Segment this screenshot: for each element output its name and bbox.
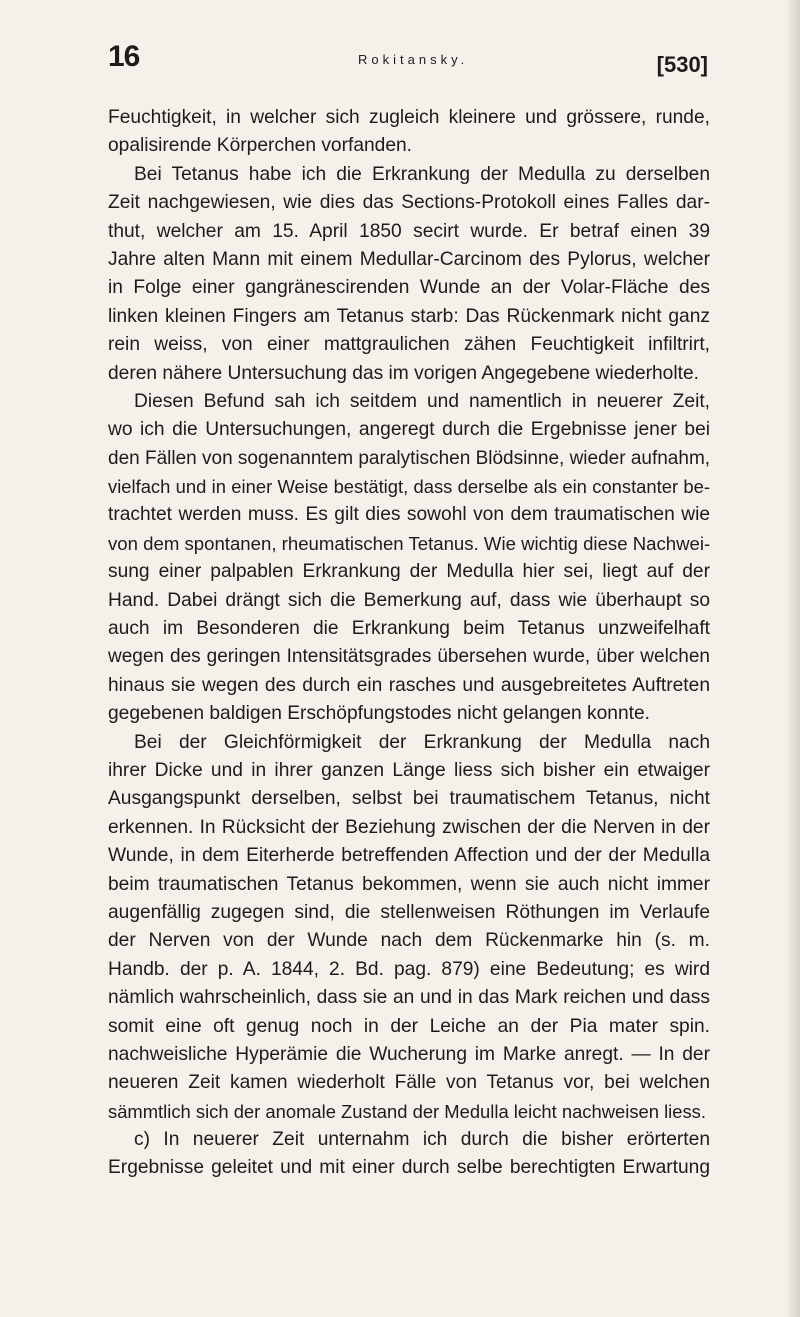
text-line: somit eine oft genug noch in der Leiche an der Pia mater spin.: [108, 1015, 710, 1037]
text-line: Handb. der p. A. 1844, 2. Bd. pag. 879) eine Bedeutung; es wird: [108, 958, 710, 980]
page-header: [108, 40, 708, 100]
text-line: Ergebnisse geleitet und mit einer durch selbe berechtigten Erwartung: [108, 1157, 710, 1179]
text-line: gegebenen baldigen Erschöpfungstodes nicht gelangen konnte.: [108, 703, 650, 725]
running-head: Rokitansky.: [358, 52, 469, 67]
text-line: beim traumatischen Tetanus bekommen, wenn sie auch nicht immer: [108, 873, 710, 895]
text-line: wo ich die Untersuchungen, angeregt durch die Ergebnisse jener bei: [108, 419, 710, 441]
text-line: hinaus sie wegen des durch ein rasches und ausgebreitetes Auftreten: [108, 674, 710, 696]
page-number: 16: [108, 40, 140, 73]
text-line: neueren Zeit kamen wiederholt Fälle von Tetanus vor, bei welchen: [108, 1072, 710, 1094]
text-line: in Folge einer gangränescirenden Wunde an der Volar-Fläche des: [108, 277, 710, 299]
text-line: c) In neuerer Zeit unternahm ich durch die bisher erörterten: [134, 1129, 710, 1151]
text-line: vielfach und in einer Weise bestätigt, dass derselbe als ein constanter be-: [108, 476, 710, 498]
text-line: rein weiss, von einer mattgraulichen zähen Feuchtigkeit infiltrirt,: [108, 334, 710, 356]
text-line: Feuchtigkeit, in welcher sich zugleich kleinere und grössere, runde,: [108, 107, 710, 128]
text-line: Ausgangspunkt derselben, selbst bei traumatischem Tetanus, nicht: [108, 788, 710, 810]
text-line: augenfällig zugegen sind, die stellenweisen Röthungen im Verlaufe: [108, 901, 710, 923]
page-reference: [530]: [656, 52, 708, 77]
text-line: nachweisliche Hyperämie die Wucherung im Marke anregt. — In der: [108, 1043, 710, 1065]
text-line: auch im Besonderen die Erkrankung beim Tetanus unzweifelhaft: [108, 618, 710, 640]
text-line: Jahre alten Mann mit einem Medullar-Carcinom des Pylorus, welcher: [108, 248, 710, 270]
text-line: trachtet werden muss. Es gilt dies sowohl von dem traumatischen wie: [108, 504, 710, 526]
text-line: opalisirende Körperchen vorfanden.: [108, 135, 413, 157]
text-line: Diesen Befund sah ich seitdem und namentlich in neuerer Zeit,: [134, 390, 710, 412]
text-line: von dem spontanen, rheumatischen Tetanus. Wie wichtig diese Nachwei-: [108, 532, 711, 554]
text-line: ihrer Dicke und in ihrer ganzen Länge liess sich bisher ein etwaiger: [108, 759, 710, 781]
text-line: Bei Tetanus habe ich die Erkrankung der Medulla zu derselben: [134, 163, 710, 185]
body-text: [108, 104, 710, 1183]
text-line: Bei der Gleichförmigkeit der Erkrankung der Medulla nach: [134, 731, 710, 753]
text-line: Zeit nachgewiesen, wie dies das Sections-Protokoll eines Falles dar-: [108, 192, 710, 214]
page-edge-shadow: [786, 0, 800, 1317]
text-line: den Fällen von sogenanntem paralytischen Blödsinne, wieder aufnahm,: [108, 447, 711, 469]
text-line: thut, welcher am 15. April 1850 secirt wurde. Er betraf einen 39: [108, 220, 710, 242]
text-line: erkennen. In Rücksicht der Beziehung zwischen der die Nerven in der: [108, 816, 710, 838]
text-line: der Nerven von der Wunde nach dem Rückenmarke hin (s. m.: [108, 930, 710, 952]
text-line: deren nähere Untersuchung das im vorigen Angegebene wiederholte.: [108, 362, 699, 384]
text-line: Wunde, in dem Eiterherde betreffenden Affection und der der Medulla: [108, 845, 710, 867]
text-line: sämmtlich sich der anomale Zustand der Medulla leicht nachweisen liess.: [108, 1100, 706, 1122]
text-line: nämlich wahrscheinlich, dass sie an und in das Mark reichen und dass: [108, 987, 710, 1009]
text-line: Hand. Dabei drängt sich die Bemerkung auf, dass wie überhaupt so: [108, 589, 710, 611]
text-line: sung einer palpablen Erkrankung der Medulla hier sei, liegt auf der: [108, 561, 710, 583]
text-line: linken kleinen Fingers am Tetanus starb: Das Rückenmark nicht ganz: [108, 305, 710, 327]
text-line: wegen des geringen Intensitätsgrades übersehen wurde, über welchen: [108, 646, 710, 668]
